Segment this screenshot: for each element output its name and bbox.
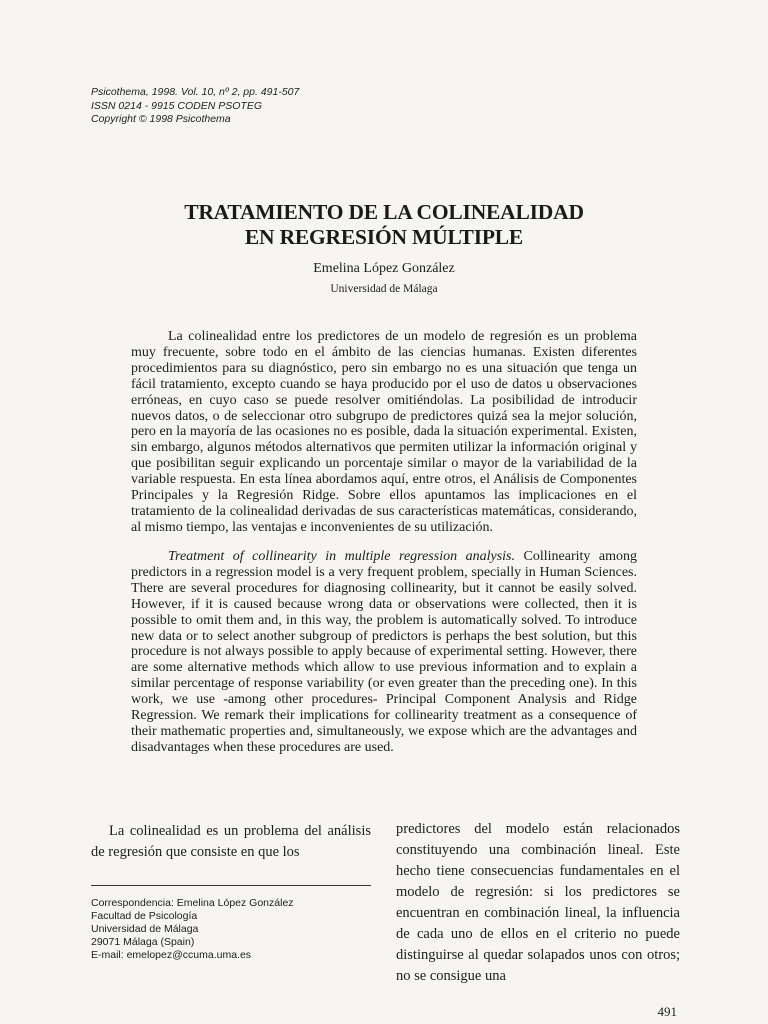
- article-title: [0, 200, 768, 250]
- correspondence-footnote: [91, 897, 294, 962]
- body-column-right: [396, 819, 680, 987]
- article-title-line-1: TRATAMIENTO DE LA COLINEALIDAD: [184, 200, 584, 224]
- correspondence-city: 29071 Málaga (Spain): [91, 936, 195, 948]
- body-column-left: [91, 821, 371, 863]
- journal-citation: Psicothema, 1998. Vol. 10, nº 2, pp. 491-507: [91, 86, 300, 98]
- abstract-english-paragraph: [131, 549, 637, 756]
- journal-copyright: Copyright © 1998 Psicothema: [91, 113, 231, 125]
- journal-issn: ISSN 0214 - 9915 CODEN PSOTEG: [91, 99, 262, 112]
- abstract-english: [131, 549, 637, 756]
- abstract-spanish-text: La colinealidad entre los predictores de un modelo de regresión es un problema muy frecuente, sobre todo en el ámbito de las ciencias humanas. Existen diferentes procedimientos para su diagnóstico, pero sin embargo no es una situación que tenga un fácil tratamiento, excepto cuando se haya producido por el uso de datos u observaciones erróneas, en cuyo caso se puede resolver omitiéndolas. La posibilidad de introducir nuevos datos, o de seleccionar otro subgrupo de predictores quizá sea la mejor solución, pero en la mayoría de las ocasiones no es posible, dada la situación experimental. Existen, sin embargo, algunos métodos alternativos que permiten utilizar la información original y que posibilitan seguir explicando un porcentaje similar o mayor de la variabilidad de la variable respuesta. En esta línea abordamos aquí, entre otros, el Análisis de Componentes Principales y la Regresión Ridge. Sobre ellos apuntamos las implicaciones en el tratamiento de la colinealidad derivadas de sus características matemáticas, considerando, al mismo tiempo, las ventajas e inconvenientes de su utilización.: [131, 329, 637, 535]
- abstract-spanish: [131, 329, 637, 536]
- correspondence-university: Universidad de Málaga: [91, 923, 199, 935]
- abstract-english-text: Collinearity among predictors in a regression model is a very frequent problem, specially in Human Sciences. There are several procedures for diagnosing collinearity, but it cannot be easily solved. However, if it is caused because wrong data or observations were collected, then it is possible to omit them and, in this way, the problem is automatically solved. To introduce new data or to select another subgroup of predictors is perhaps the best solution, but this procedure is not always possible to apply because of experimental setting. However, there are some alternative methods which allow to use previous information and to explain a similar percentage of response variability (or even greater than the preceding one). In this work, we use -among other procedures- Principal Component Analysis and Ridge Regression. We remark their implications for collinearity treatment as a consequence of their mathematic properties and, simultaneously, we expose which are the advantages and disadvantages when these procedures are used.: [131, 549, 638, 755]
- journal-masthead: [91, 86, 299, 127]
- body-paragraph-intro: La colinealidad es un problema del análisis de regresión que consiste en que los: [91, 823, 371, 860]
- correspondence-faculty: Facultad de Psicología: [91, 910, 198, 922]
- author-name: Emelina López González: [313, 261, 455, 276]
- abstract-english-title: Treatment of collinearity in multiple regression analysis.: [168, 549, 515, 564]
- body-paragraph-continued: predictores del modelo están relacionados constituyendo una combinación lineal. Este hecho tiene consecuencias fundamentales en el modelo de regresión: si los predictores se encuentran en combinación lineal, la influencia de cada uno de ellos en el criterio no puede distinguirse al quedar solapados unos con otros; no se consigue una: [396, 821, 680, 984]
- author-affiliation: Universidad de Málaga: [330, 283, 438, 295]
- article-title-line-2: EN REGRESIÓN MÚLTIPLE: [244, 225, 524, 249]
- page-number: 491: [657, 1004, 677, 1019]
- correspondence-name: Correspondencia: Emelina López González: [91, 897, 294, 909]
- footnote-divider: [91, 885, 371, 886]
- correspondence-email: E-mail: emelopez@ccuma.uma.es: [91, 949, 252, 961]
